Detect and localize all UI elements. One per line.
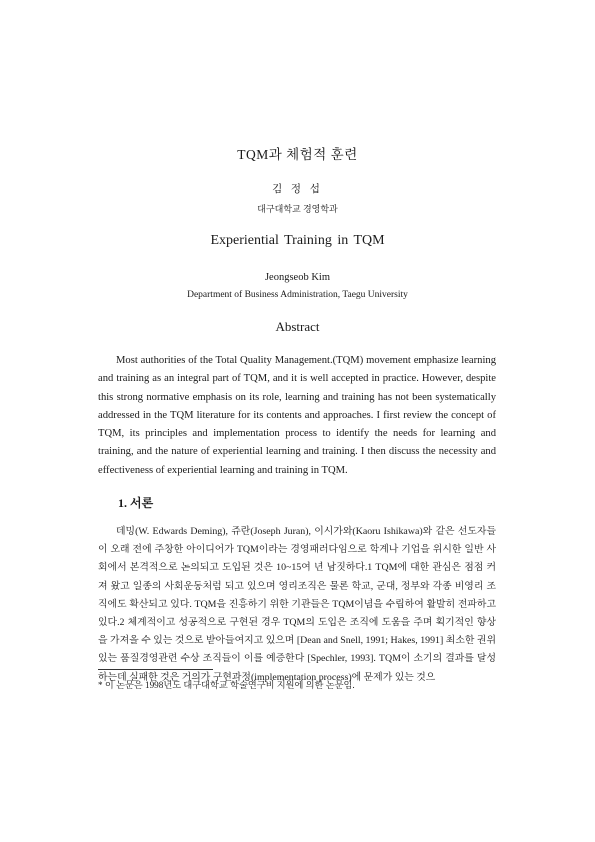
paper-title-english: Experiential Training in TQM (210, 233, 385, 248)
author-name-korean: 김 정 섭 (272, 184, 323, 195)
section-1-body: 데밍(W. Edwards Deming), 쥬란(Joseph Juran), 이시가와(Kaoru Ishikawa)와 같은 선도자들이 오래 전에 주창한 아이디어가 TQM이라는 경영패러다임으로 학계나 기업을 위시한 일반 사회에서 본격적으로 논의되고 도입된 것은 10~15여 년 남짓하다.1 TQM에 대한 관심은 점점 커져 왔고 일종의 사회운동처럼 되고 있으며 영리조직은 물론 학교, 군대, 정부와 각종 비영리 조직에도 확산되고 있다. TQM을 진흥하기 위한 기관들은 TQM이념을 수립하여 활발히 전파하고 있다.2 체계적이고 성공적으로 구현된 경우 TQM의 도입은 조직에 도움을 주며 획기적인 향상을 가져올 수 있는 것으로 받아들여지고 있으며 [Dean and Snell, 1991; Hakes, 1991] 최소한 권위 있는 품질경영관련 수상 조직들이 이를 예증한다 [Spechler, 1993]. TQM이 소기의 결과를 달성하는데 실패한 것은 거의가 구현과정(implementation process)에 문제가 있는 것으 (98, 526, 496, 683)
affiliation-korean: 대구대학교 경영학과 (257, 204, 338, 214)
footnote: * 이 논문은 1998년도 대구대학교 학술연구비 지원에 의한 논문임. (98, 680, 355, 690)
affiliation-english: Department of Business Administration, Taegu University (187, 290, 408, 300)
section-1-heading: 1. 서론 (118, 496, 154, 510)
abstract-heading: Abstract (275, 319, 320, 334)
author-name-english: Jeongseob Kim (264, 272, 331, 283)
abstract-body: Most authorities of the Total Quality Management.(TQM) movement emphasize learning and training as an integral part of TQM, and it is well accepted in practice. However, despite this strong normative emphasis on its role, learning and training has not been systematically addressed in the TQM literature for its contents and approaches. I first review the concept of TQM, its principles and implementation process to identify the needs for learning and training, and the nature of experiential learning and training. I then discuss the necessity and effectiveness of experiential learning and training in TQM. (98, 355, 496, 476)
paper-title-korean: TQM과 체험적 훈련 (237, 147, 358, 162)
footnote-rule (98, 669, 213, 670)
